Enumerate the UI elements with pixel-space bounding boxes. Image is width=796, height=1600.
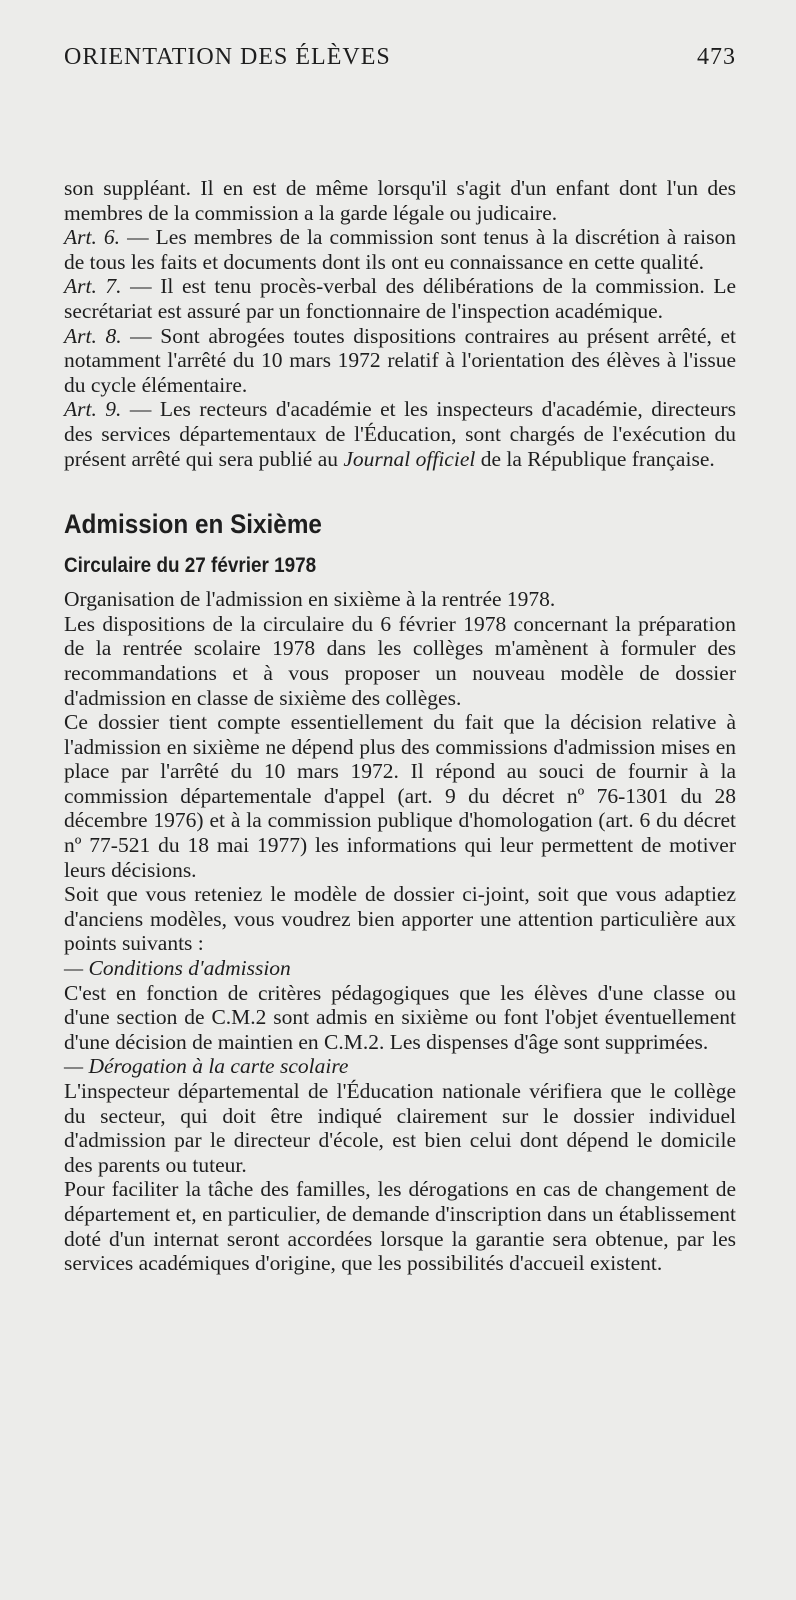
article-7-text: — Il est tenu procès-verbal des délibérations de la commission. Le secrétariat est assuré par un fonctionnaire de l'inspection académique. [64, 274, 736, 323]
article-8-label: Art. 8. [64, 323, 122, 348]
circular-paragraph-7: Pour faciliter la tâche des familles, les dérogations en cas de changement de département et, en particulier, de demande d'inscription dans un établissement doté d'un internat seront accordées lorsque la garantie sera obtenue, par les services académiques d'origine, que les possibilités d'accueil existent. [64, 1177, 736, 1276]
article-8 [64, 324, 736, 398]
article-9-text-b: de la République française. [475, 446, 715, 471]
article-7 [64, 274, 736, 323]
journal-officiel: Journal officiel [343, 446, 476, 471]
article-6-text: — Les membres de la commission sont tenus à la discrétion à raison de tous les faits et documents dont ils ont eu connaissance en cette qualité. [64, 225, 736, 274]
article-6 [64, 225, 736, 274]
article-6-label: Art. 6. [64, 225, 121, 250]
circular-paragraph-2: Les dispositions de la circulaire du 6 février 1978 concernant la préparation de la rentrée scolaire 1978 dans les collèges m'amènent à formuler des recommandations et à vous proposer un nouveau modèle de dossier d'admission en classe de sixième des collèges. [64, 611, 736, 710]
circular-heading: Circulaire du 27 février 1978 [64, 554, 317, 578]
circular-paragraph-4: Soit que vous reteniez le modèle de dossier ci-joint, soit que vous adaptiez d'anciens modèles, vous voudrez bien apporter une attention particulière aux points suivants : [64, 882, 736, 956]
article-7-label: Art. 7. [64, 274, 122, 299]
article-9 [64, 397, 736, 471]
derogation-heading: — Dérogation à la carte scolaire [64, 1054, 349, 1079]
section-heading: Admission en Sixième [64, 509, 322, 540]
running-title: ORIENTATION DES ÉLÈVES [64, 44, 391, 70]
circular-paragraph-1: Organisation de l'admission en sixième à la rentrée 1978. [64, 587, 556, 612]
circular-paragraph-3: Ce dossier tient compte essentiellement du fait que la décision relative à l'admission en sixième ne dépend plus des commissions d'admission mises en place par l'arrêté du 10 mars 1972. Il répond au souci de fournir à la commission départementale d'appel (art. 9 du décret nº 76-1301 du 28 décembre 1976) et à la commission publique d'homologation (art. 6 du décret nº 77-521 du 18 mai 1977) les informations qui leur permettent de motiver leurs décisions. [64, 710, 736, 882]
body-text [64, 176, 736, 1276]
conditions-heading: — Conditions d'admission [64, 956, 291, 981]
article-9-text-a: — Les recteurs d'académie et les inspecteurs d'académie, directeurs des services départementaux de l'Éducation, sont chargés de l'exécution du présent arrêté qui sera publié au [64, 397, 736, 471]
running-header [64, 44, 736, 71]
paragraph-intro: son suppléant. Il en est de même lorsqu'il s'agit d'un enfant dont l'un des membres de la commission a la garde légale ou judicaire. [64, 176, 736, 225]
article-8-text: — Sont abrogées toutes dispositions contraires au présent arrêté, et notamment l'arrêté du 10 mars 1972 relatif à l'orientation des élèves à l'issue du cycle élémentaire. [64, 323, 736, 397]
page-number: 473 [697, 44, 736, 70]
circular-paragraph-5: C'est en fonction de critères pédagogiques que les élèves d'une classe ou d'une section de C.M.2 sont admis en sixième ou font l'objet éventuellement d'une décision de maintien en C.M.2. Les dispenses d'âge sont supprimées. [64, 980, 736, 1054]
circular-paragraph-6: L'inspecteur départemental de l'Éducation nationale vérifiera que le collège du secteur, qui doit être indiqué clairement sur le dossier individuel d'admission par le directeur d'école, est bien celui dont dépend le domicile des parents ou tuteur. [64, 1079, 736, 1177]
article-9-label: Art. 9. [64, 397, 122, 422]
